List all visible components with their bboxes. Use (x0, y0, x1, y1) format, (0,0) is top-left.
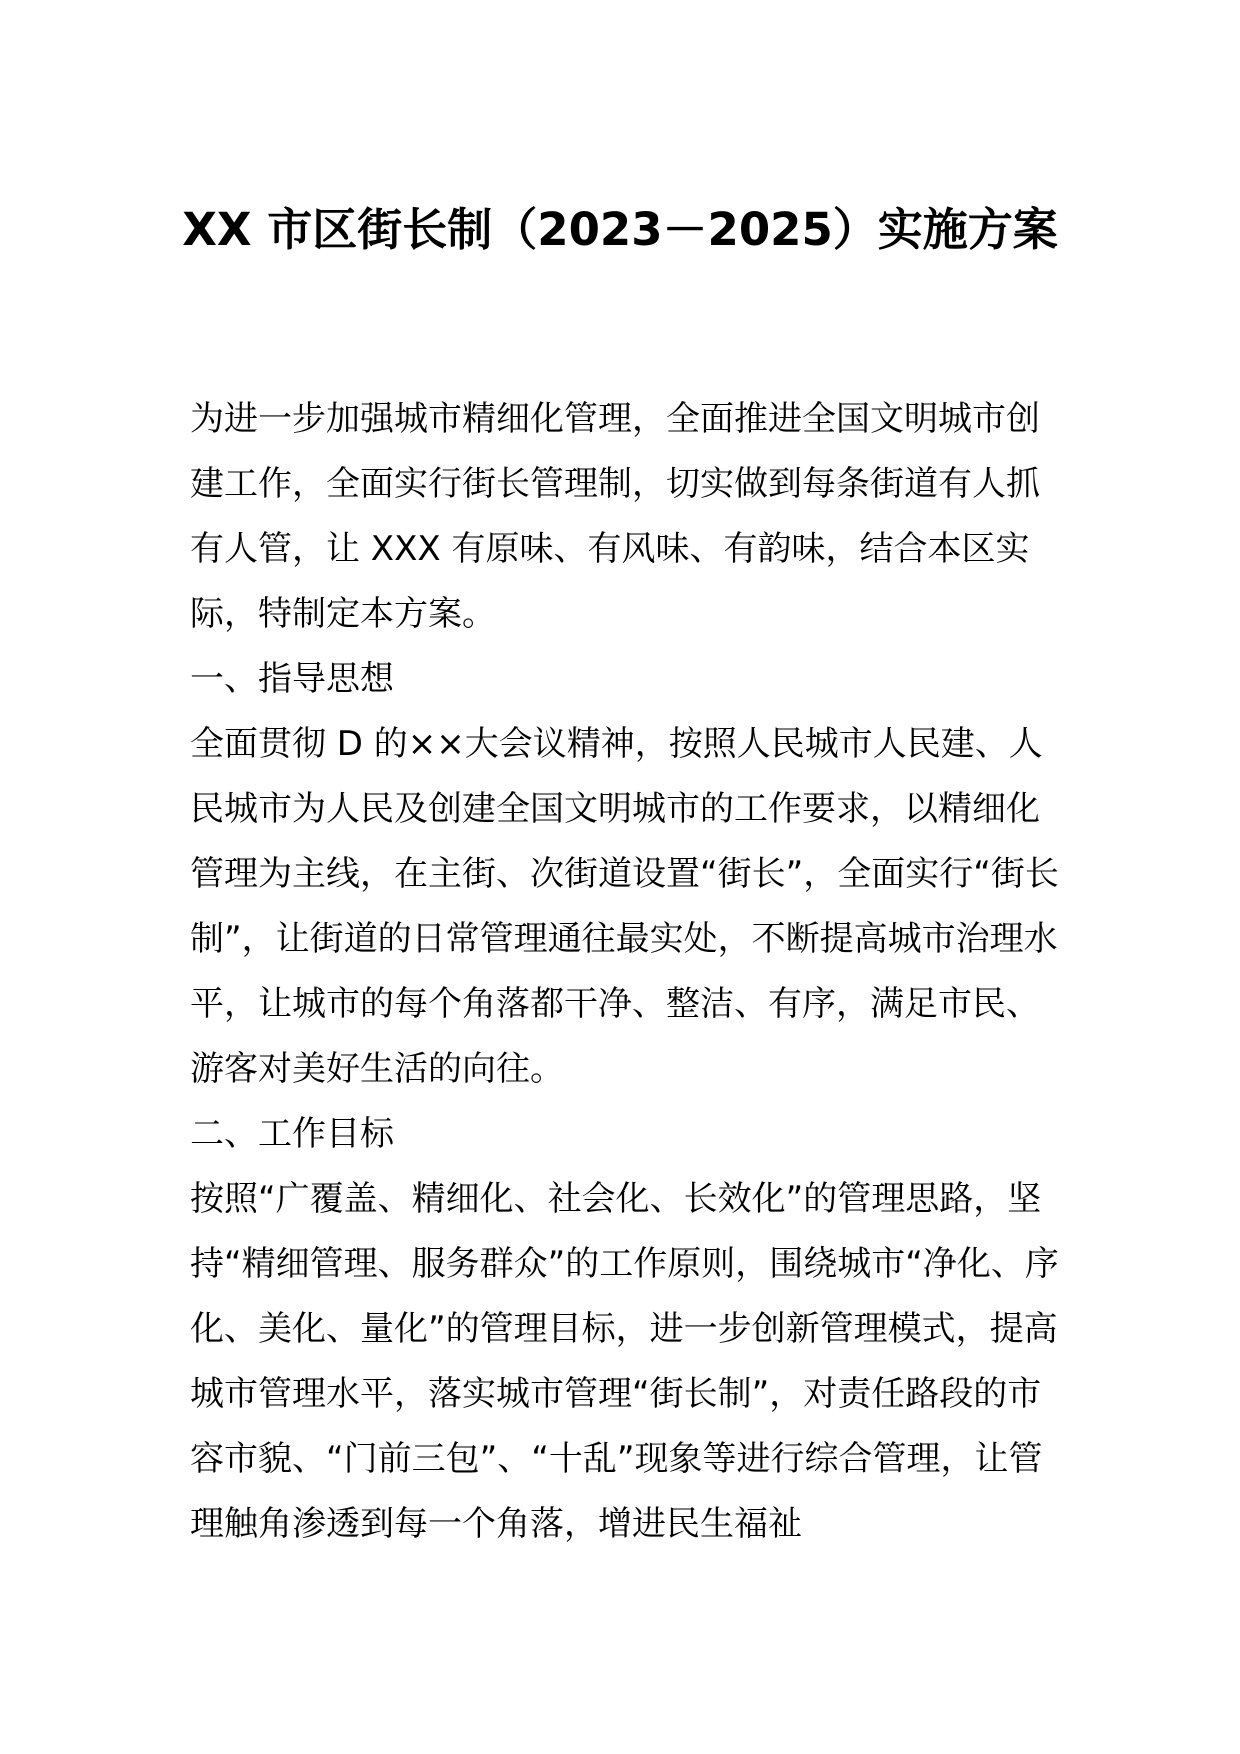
document-body (190, 387, 1060, 1557)
guiding-ideology-paragraph: 全面贯彻 D 的××大会议精神，按照人民城市人民建、人民城市为人民及创建全国文明城市的工作要求，以精细化管理为主线，在主街、次街道设置“街长”，全面实行“街长制”，让街道的日常管理通往最实处，不断提高城市治理水平，让城市的每个角落都干净、整洁、有序，满足市民、游客对美好生活的向往。 (190, 724, 1059, 1089)
work-goals-paragraph: 按照“广覆盖、精细化、社会化、长效化”的管理思路，坚持“精细管理、服务群众”的工作原则，围绕城市“净化、序化、美化、量化”的管理目标，进一步创新管理模式，提高城市管理水平，落实城市管理“街长制”，对责任路段的市容市貌、“门前三包”、“十乱”现象等进行综合管理，让管理触角渗透到每一个角落，增进民生福祉 (190, 1179, 1059, 1544)
document-title: XX 市区街长制（2023－2025）实施方案 (182, 203, 1058, 256)
section-heading-guiding-ideology: 一、指导思想 (190, 659, 394, 699)
section-heading-work-goals: 二、工作目标 (190, 1114, 394, 1154)
intro-paragraph: 为进一步加强城市精细化管理，全面推进全国文明城市创建工作，全面实行街长管理制，切实做到每条街道有人抓有人管，让 XXX 有原味、有风味、有韵味，结合本区实际，特制定本方案。 (190, 399, 1040, 634)
